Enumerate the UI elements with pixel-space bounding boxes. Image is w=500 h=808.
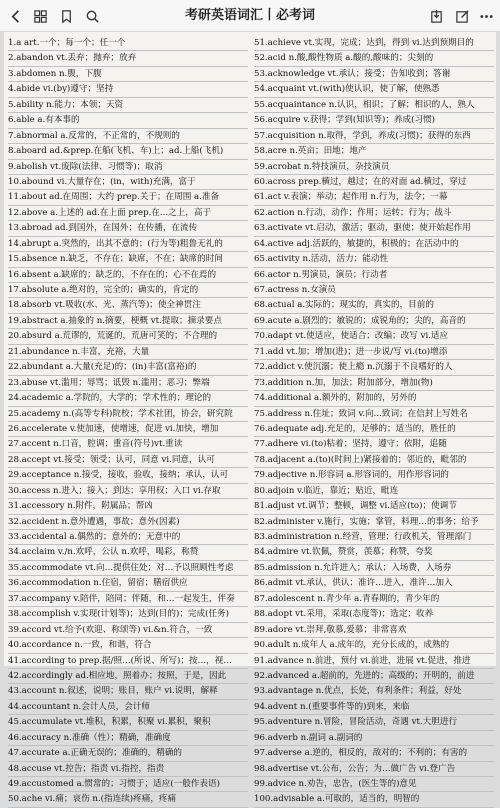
vocab-entry: 64.active adj.活跃的，敏捷的，积极的；在活动中的	[254, 237, 494, 252]
vocab-entry: 55.acquaintance n.认识，相识；了解；相识的人，熟人	[254, 98, 494, 113]
vocab-entry: 11.about ad.在周围；大约 prep.关于；在周围 a.准备	[8, 190, 248, 205]
vocab-entry: 41.according to prep.据/照…(所说、所写)；按…，视…	[8, 654, 248, 669]
vocab-entry: 90.adult n.成年人 a.成年的，充分长成的，成熟的	[254, 638, 494, 653]
vocab-entry: 22.abundant a.大量(充足)的；(in)丰富(富裕)的	[8, 360, 248, 375]
more-icon[interactable]	[474, 4, 498, 28]
vocab-entry: 89.adore vt.崇拜,敬慕,爱慕；非常喜欢	[254, 623, 494, 638]
vocab-entry: 3.abdomen n.腹，下腹	[8, 67, 248, 82]
vocab-entry: 76.adequate adj.充足的，足够的；适当的，胜任的	[254, 422, 494, 437]
vocab-entry: 86.admit vt.承认，供认；准许…进入，准许…加入	[254, 576, 494, 591]
vocab-entry: 67.actress n.女演员	[254, 283, 494, 298]
vocab-entry: 74.additional a.额外的，附加的，另外的	[254, 391, 494, 406]
vocab-entry: 24.academic a.学院的，大学的；学术性的；理论的	[8, 391, 248, 406]
vocab-entry: 1.a art.一个；每一个；任一个	[8, 36, 248, 51]
vocab-entry: 10.abound vi.大量存在；(in，with)充满，富于	[8, 175, 248, 190]
vocab-entry: 43.account n.叙述，说明；账目，账户 vi.说明，解释	[8, 684, 248, 699]
vocab-entry: 68.actual a.实际的；现实的，真实的，目前的	[254, 298, 494, 313]
vocab-entry: 13.abroad ad.到国外，在国外；在传播，在流传	[8, 221, 248, 236]
vocab-entry: 47.accurate a.正确无误的；准确的，精确的	[8, 746, 248, 761]
vocab-entry: 73.addition n.加，加法；附加部分，增加(物)	[254, 376, 494, 391]
vocab-entry: 51.achieve vt.实现，完成；达到，得到 vi.达到预期目的	[254, 36, 494, 51]
left-word-column	[8, 36, 248, 808]
vocab-entry: 92.advanced a.超前的，先进的；高级的；开明的，前进	[254, 669, 494, 684]
vocab-entry: 53.acknowledge vt.承认；接受；告知收到；答谢	[254, 67, 494, 82]
vocab-entry: 45.accumulate vt.堆积，积累，积聚 vi.累积，聚积	[8, 715, 248, 730]
vocab-entry: 49.accustomed a.惯常的；习惯于；适应(一般作表语)	[8, 777, 248, 792]
vocab-entry: 12.above a.上述的 ad.在上面 prep.在...之上，高于	[8, 206, 248, 221]
vocab-entry: 18.absorb vt.吸收(水、光、蒸汽等)；使全神贯注	[8, 298, 248, 313]
vocab-entry: 34.acclaim v./n.欢呼，公认 n.欢呼，喝彩，称赞	[8, 545, 248, 560]
vocab-entry: 85.admission n.允许进入；承认；入场费，入场券	[254, 561, 494, 576]
vocab-entry: 44.accountant n.会计人员，会计师	[8, 700, 248, 715]
vocab-entry: 42.accordingly ad.相应地，照着办；按照，于是，因此	[8, 669, 248, 684]
vocab-entry: 94.advent n.(重要事件等的)到来，来临	[254, 700, 494, 715]
vocab-entry: 61.act v.表演；举动；起作用 n.行为，法令；一幕	[254, 190, 494, 205]
vocab-entry: 31.accessory n.附件，附属品；帮凶	[8, 499, 248, 514]
vocab-entry: 6.able a.有本事的	[8, 113, 248, 128]
vocab-entry: 98.advertise vt.公布，公告；为…做广告 vi.登广告	[254, 762, 494, 777]
vocab-entry: 39.accord vt.给予(欢迎、称颂等) vi.&n.符合，一致	[8, 623, 248, 638]
vocab-entry: 35.accommodate vt.向…提供住处；对…予以照顾性考虑	[8, 561, 248, 576]
vocab-entry: 32.accident n.意外遭遇，事故；意外(因素)	[8, 515, 248, 530]
vocab-entry: 70.adapt vt.使适应，使适合；改编；改写 vi.适应	[254, 329, 494, 344]
vocab-entry: 80.adjoin v.临近，靠近；贴近，毗连	[254, 484, 494, 499]
vocab-entry: 82.administer v.施行，实施；掌管，料理…的事务；给予	[254, 515, 494, 530]
vocab-entry: 71.add vt.加；增加(进)；进一步说/写 vi.(to)增添	[254, 345, 494, 360]
vocab-entry: 97.adverse a.逆的，相反的，敌对的；不利的；有害的	[254, 746, 494, 761]
vocab-entry: 66.actor n.男演员，演员；行动者	[254, 268, 494, 283]
vocab-entry: 83.administration n.经营，管理；行政机关，管理部门	[254, 530, 494, 545]
vocab-entry: 79.adjective n.形容词 a.形容词的，用作形容词的	[254, 468, 494, 483]
vocab-entry: 36.accommodation n.住宿，留宿；膳宿供应	[8, 576, 248, 591]
vocab-entry: 33.accidental a.偶然的；意外的；无意中的	[8, 530, 248, 545]
vocab-entry: 17.absolute a.绝对的，完全的；确实的，肯定的	[8, 283, 248, 298]
vocab-entry: 14.abrupt a.突然的，出其不意的；(行为等)粗鲁无礼的	[8, 237, 248, 252]
vocab-entry: 63.activate vt.启动，激活；驱动，驱使；使开始起作用	[254, 221, 494, 236]
search-icon[interactable]	[80, 4, 104, 28]
vocab-entry: 20.absurd a.荒谬的，荒诞的，荒唐可笑的；不合理的	[8, 329, 248, 344]
vocab-entry: 54.acquaint vt.(with)使认识，使了解，使熟悉	[254, 82, 494, 97]
vocab-entry: 15.absence n.缺乏，不存在；缺席，不在；缺席的时间	[8, 252, 248, 267]
right-word-column	[254, 36, 494, 808]
vocab-entry: 69.acute a.剧烈的；敏锐的；成锐角的；尖的，高音的	[254, 314, 494, 329]
vocab-entry: 9.abolish vt.废除(法律、习惯等)；取消	[8, 160, 248, 175]
vocab-entry: 100.advisable a.可取的，适当的，明智的	[254, 792, 494, 807]
vocab-entry: 40.accordance n.一致，和谐，符合	[8, 638, 248, 653]
document-page	[4, 32, 496, 805]
vocab-entry: 99.advice n.劝告，忠告，(医生等的)意见	[254, 777, 494, 792]
vocab-entry: 81.adjust vt.调节；整顿，调整 vi.适应(to)；使调节	[254, 499, 494, 514]
document-title: 考研英语词汇丨必考词	[184, 8, 315, 23]
vocab-entry: 5.ability n.能力；本领；天资	[8, 98, 248, 113]
vocab-entry: 65.activity n.活动，活力；能动性	[254, 252, 494, 267]
edit-icon[interactable]	[450, 4, 474, 28]
vocab-entry: 57.acquisition n.取得，学到，养成(习惯)；获得的东西	[254, 129, 494, 144]
vocab-entry: 2.abandon vt.丢弃；抛弃；放弃	[8, 51, 248, 66]
vocab-entry: 52.acid n.酸,酸性物质 a.酸的,酸味的；尖刻的	[254, 51, 494, 66]
vocab-entry: 4.abide vi.(by)遵守；坚持	[8, 82, 248, 97]
vocab-entry: 25.academy n.(高等专科)院校；学术社团，协会，研究院	[8, 407, 248, 422]
vocab-entry: 23.abuse vt.滥用；辱骂；诋毁 n.滥用；恶习；弊端	[8, 376, 248, 391]
vocab-entry: 62.action n.行动，动作；作用；运转；行为；战斗	[254, 206, 494, 221]
vocab-entry: 78.adjacent a.(to)(时间上)紧接着的；邻近的，毗邻的	[254, 453, 494, 468]
vocab-entry: 48.accuse vt.控告；指责 vi.指控，指责	[8, 762, 248, 777]
vocab-entry: 38.accomplish v.实现(计划等)；达到(目的)；完成(任务)	[8, 607, 248, 622]
vocab-entry: 27.accent n.口音，腔调；重音(符号)vt.重读	[8, 437, 248, 452]
vocab-entry: 16.absent a.缺席的；缺乏的，不存在的；心不在焉的	[8, 268, 248, 283]
vocab-entry: 93.advantage n.优点，长处，有利条件；利益，好处	[254, 684, 494, 699]
vocab-entry: 56.acquire v.获得；学到(知识等)；养成(习惯)	[254, 113, 494, 128]
vocab-entry: 88.adopt vt.采用，采取(态度等)；选定；收养	[254, 607, 494, 622]
vocab-entry: 95.adventure n.冒险，冒险活动，奇遇 vt.大胆进行	[254, 715, 494, 730]
vocab-entry: 8.aboard ad.&prep.在船(飞机、车)上；ad.上船(飞机)	[8, 144, 248, 159]
app-toolbar	[0, 0, 500, 32]
vocab-entry: 7.abnormal a.反常的，不正常的，不规则的	[8, 129, 248, 144]
vocab-entry: 84.admire vt.钦佩，赞赏，羡慕；称赞，夸奖	[254, 545, 494, 560]
vocab-entry: 21.abundance n.丰富，充裕，大量	[8, 345, 248, 360]
vocab-entry: 96.adverb n.副词 a.副词的	[254, 731, 494, 746]
back-icon[interactable]	[4, 4, 28, 28]
vocab-entry: 29.acceptance n.接受，接收，验收，接纳；承认，认可	[8, 468, 248, 483]
vocab-entry: 60.across prep.横过，越过；在的对面 ad.横过，穿过	[254, 175, 494, 190]
vocab-entry: 37.accompany v.陪伴，陪同；伴随，和…一起发生，伴奏	[8, 592, 248, 607]
vocab-entry: 26.accelerate v.使加速，使增速，促进 vi.加快，增加	[8, 422, 248, 437]
grid-icon[interactable]	[28, 4, 52, 28]
vocab-entry: 87.adolescent n.青少年 a.青春期的，青少年的	[254, 592, 494, 607]
vocab-entry: 59.acrobat n.特技演员，杂技演员	[254, 160, 494, 175]
vocab-entry: 91.advance n.前进，预付 vi.前进，进展 vt.促进，推进	[254, 654, 494, 669]
vocab-entry: 30.access n.进入；接入；到达；享用权；入口 vi.存取	[8, 484, 248, 499]
vocab-entry: 75.address n.住址；致词 v.向...致词；在信封上写姓名	[254, 407, 494, 422]
vocab-entry: 77.adhere vi.(to)粘着；坚持，遵守；依附，追随	[254, 437, 494, 452]
vocab-entry: 58.acre n.英亩；田地；地产	[254, 144, 494, 159]
vocab-entry: 50.ache vi.痛；哀伤 n.(指连续)疼痛，疼痛	[8, 792, 248, 807]
vocab-entry: 28.accept vt.接受；领受；认可，同意 vi.同意，认可	[8, 453, 248, 468]
bookmark-icon[interactable]	[54, 4, 78, 28]
vocab-entry: 72.addict v.使沉溺；使上瘾 n.沉溺于不良嗜好的人	[254, 360, 494, 375]
vocab-entry: 19.abstract a.抽象的 n.摘要，梗概 vt.提取；摘录要点	[8, 314, 248, 329]
vocab-entry: 46.accuracy n.准确（性）；精确，准确度	[8, 731, 248, 746]
export-icon[interactable]	[424, 4, 448, 28]
